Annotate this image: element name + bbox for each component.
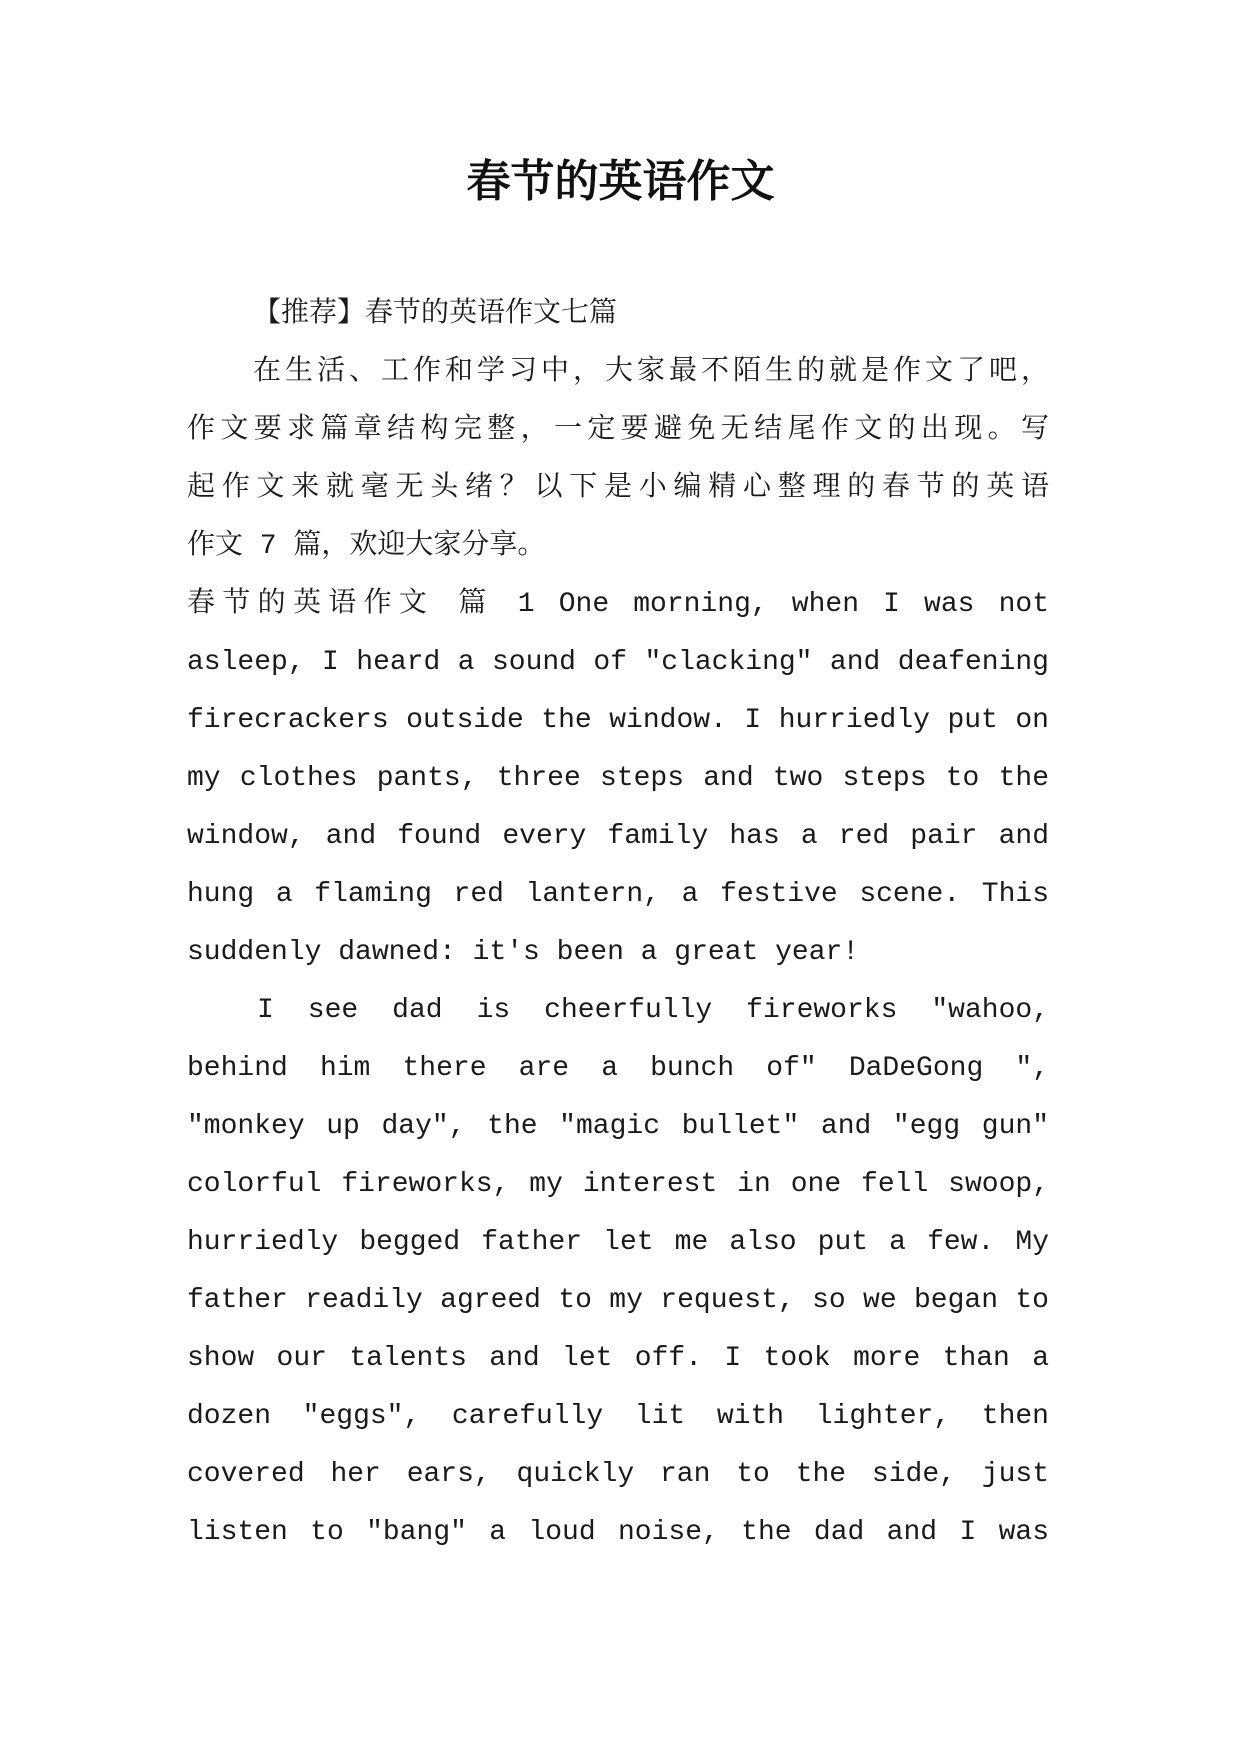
essay-1-line-3: firecrackers outside the window. I hurriedly put on (187, 705, 1049, 736)
essay-1-p2-line-1: I see dad is cheerfully fireworks "wahoo, (257, 995, 1049, 1026)
essay-1-p2-line-5: hurriedly begged father let me also put a few. My (187, 1227, 1049, 1258)
essay-1-p2-line-8: dozen "eggs", carefully lit with lighter, then (187, 1401, 1049, 1432)
document-body (187, 286, 1049, 1562)
essay-1-line-6: hung a flaming red lantern, a festive scene. This (187, 879, 1049, 910)
essay-1-p2-line-2: behind him there are a bunch of" DaDeGong ", (187, 1053, 1049, 1084)
essay-1-line-5: window, and found every family has a red pair and (187, 821, 1049, 852)
essay-1-p2-line-6: father readily agreed to my request, so we began to (187, 1285, 1049, 1316)
recommend-heading: 【推荐】春节的英语作文七篇 (253, 299, 618, 330)
intro-line-4: 作文 7 篇，欢迎大家分享。 (187, 531, 546, 562)
essay-1-line-7: suddenly dawned: it's been a great year! (187, 937, 860, 968)
essay-1-p2-line-9: covered her ears, quickly ran to the side, just (187, 1459, 1049, 1490)
essay-1-line-2: asleep, I heard a sound of "clacking" and deafening (187, 647, 1049, 678)
intro-line-2: 作文要求篇章结构完整，一定要避免无结尾作文的出现。写 (187, 415, 1049, 446)
document-title: 春节的英语作文 (466, 156, 775, 207)
essay-1-p2-line-7: show our talents and let off. I took more than a (187, 1343, 1049, 1374)
essay-1-line-1: 春节的英语作文 篇 1 One morning, when I was not (187, 589, 1049, 620)
essay-1-p2-line-4: colorful fireworks, my interest in one fell swoop, (187, 1169, 1049, 1200)
essay-1-line-4: my clothes pants, three steps and two steps to the (187, 763, 1049, 794)
essay-1-p2-line-10: listen to "bang" a loud noise, the dad and I was (187, 1517, 1049, 1548)
intro-line-3: 起作文来就毫无头绪？以下是小编精心整理的春节的英语 (187, 473, 1049, 504)
intro-line-1: 在生活、工作和学习中，大家最不陌生的就是作文了吧， (253, 357, 1049, 388)
essay-1-p2-line-3: "monkey up day", the "magic bullet" and "egg gun" (187, 1111, 1049, 1142)
